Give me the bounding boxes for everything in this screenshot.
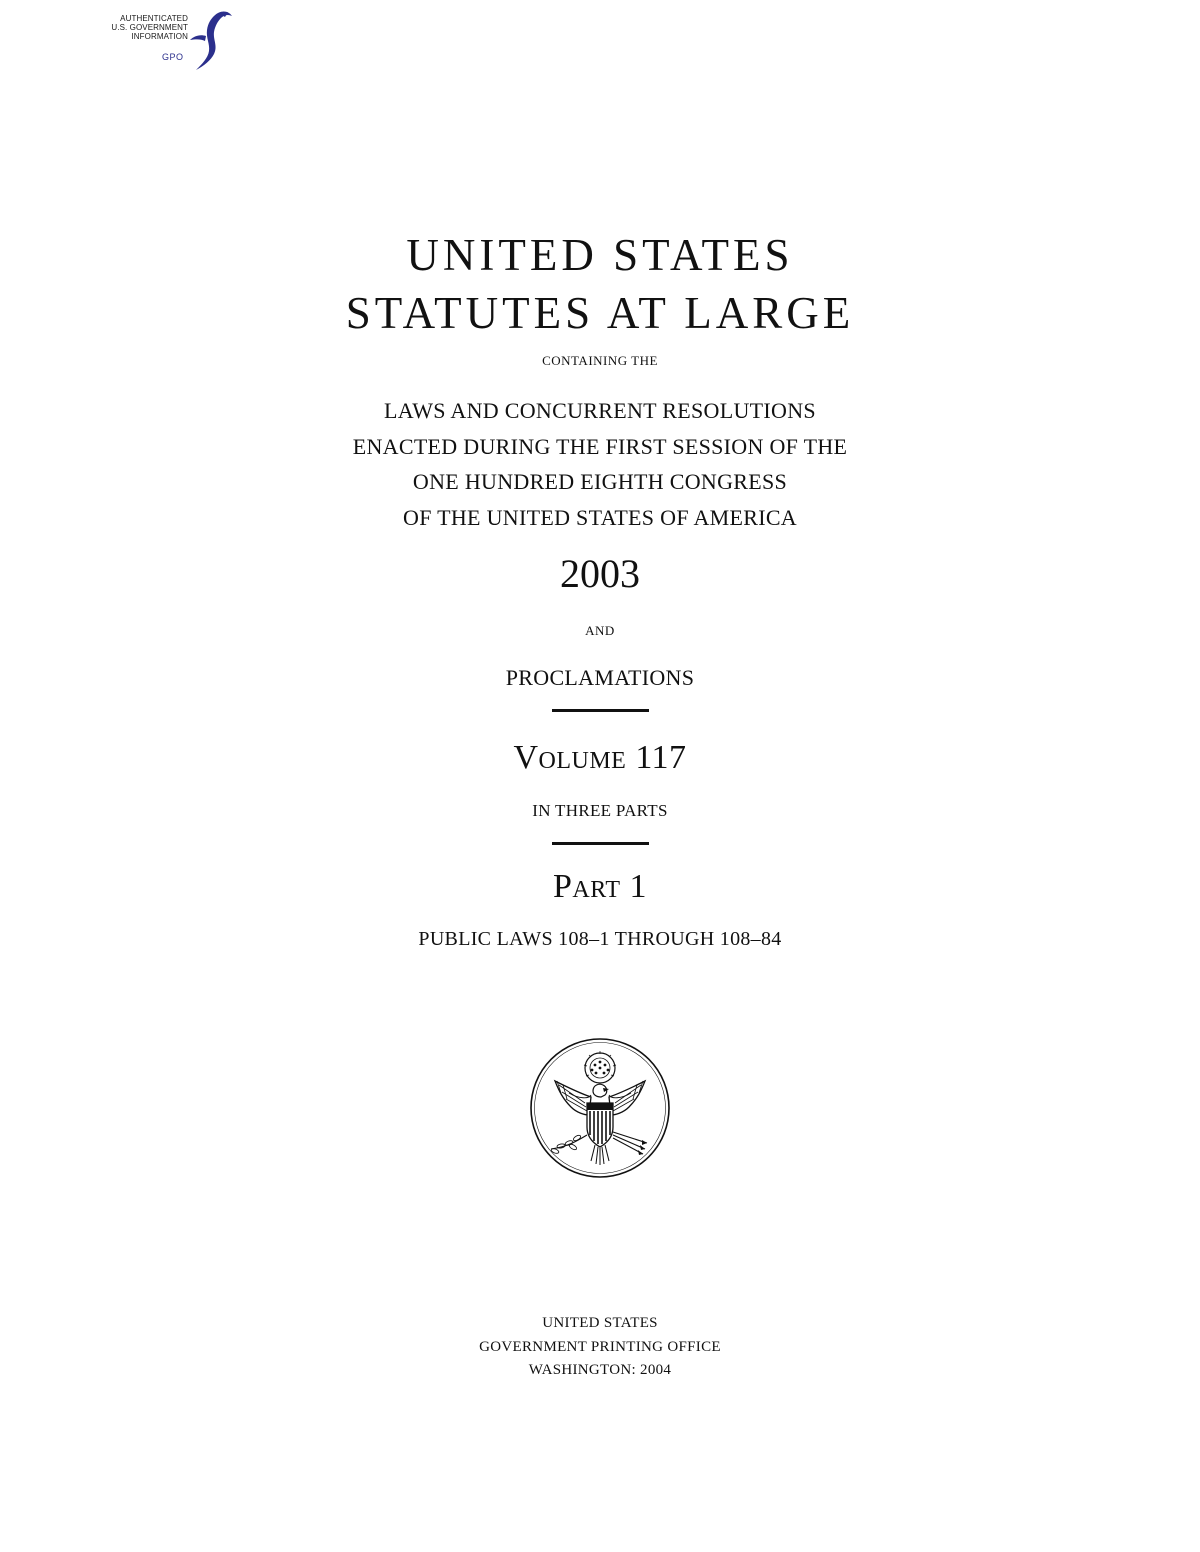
gpo-mark: GPO <box>162 52 184 62</box>
authentication-line: AUTHENTICATED <box>120 14 188 23</box>
title-line-1: UNITED STATES <box>406 230 794 280</box>
laws-line: LAWS AND CONCURRENT RESOLUTIONS <box>384 398 816 423</box>
volume-label: Volume 117 <box>513 739 687 776</box>
printer-line: UNITED STATES <box>542 1315 658 1331</box>
year: 2003 <box>560 551 640 596</box>
gpo-eagle-icon <box>184 6 234 72</box>
and-label: AND <box>585 623 615 638</box>
divider-rule <box>552 842 649 845</box>
authentication-line: INFORMATION <box>131 32 188 41</box>
laws-line: ENACTED DURING THE FIRST SESSION OF THE <box>352 433 848 459</box>
printer-line: GOVERNMENT PRINTING OFFICE <box>479 1338 721 1355</box>
proclamations-label: PROCLAMATIONS <box>505 665 695 690</box>
public-laws-range: PUBLIC LAWS 108–1 THROUGH 108–84 <box>418 928 782 950</box>
printer-line: WASHINGTON: 2004 <box>528 1362 672 1378</box>
divider-rule <box>552 709 649 712</box>
title-line-2: STATUTES AT LARGE <box>345 288 855 338</box>
laws-line: OF THE UNITED STATES OF AMERICA <box>403 504 797 530</box>
laws-line: ONE HUNDRED EIGHTH CONGRESS <box>412 469 788 494</box>
parts-note: IN THREE PARTS <box>532 801 668 820</box>
gpo-authenticated-logo <box>96 6 236 72</box>
authentication-text <box>96 14 188 41</box>
part-label: Part 1 <box>553 868 647 905</box>
containing-label: CONTAINING THE <box>542 353 658 368</box>
great-seal-icon <box>529 1037 671 1179</box>
authentication-line: U.S. GOVERNMENT <box>111 23 188 32</box>
